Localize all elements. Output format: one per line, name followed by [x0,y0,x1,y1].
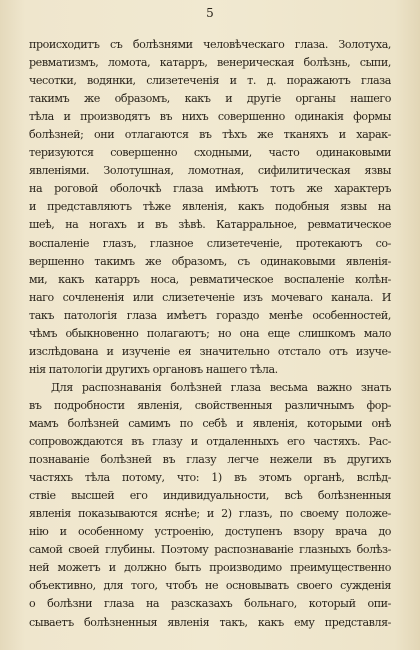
text-line: такъ патологія глаза имѣетъ гораздо менѣе особенностей, [29,308,391,322]
text-line: шеѣ, на ногахъ и въ зѣвѣ. Катарральное, ревматическое [29,218,391,232]
text-line: болѣзней; они отлагаются въ тѣхъ же тканяхъ и харак- [29,128,391,142]
text-line: чесотки, водянки, слизетеченія и т. д. поражаютъ глаза [29,74,391,88]
text-line: о болѣзни глаза на разсказахъ больнаго, который опи- [29,597,391,611]
text-line: вершенно такимъ же образомъ, съ одинаковыми явленія- [29,254,391,268]
text-line: теризуются совершенно сходными, часто одинаковыми [29,146,391,160]
text-line: явленіями. Золотушная, ломотная, сифилитическая язвы [29,164,391,178]
text-line: самой своей глубины. Поэтому распознаваніе глазныхъ болѣз- [29,543,391,557]
text-line: ствіе высшей его индивидуальности, всѣ болѣзненныя [29,489,391,503]
text-line: и представляютъ тѣже явленія, какъ подобныя язвы на [29,200,391,214]
text-line: ней можетъ и должно быть производимо преимущественно [29,561,391,575]
text-line: на роговой оболочкѣ глаза имѣютъ тотъ же характеръ [29,182,391,196]
text-line: объективно, для того, чтобъ не основывать своего сужденія [29,579,391,593]
text-line: воспаленіе глазъ, глазное слизетеченіе, протекаютъ со- [29,236,391,250]
text-line: ревматизмъ, ломота, катарръ, венерическая болѣзнь, сыпи, [29,56,391,70]
text-line: происходитъ съ болѣзнями человѣческаго глаза. Золотуха, [29,38,391,51]
text-line: изслѣдована и изученіе ея значительно отстало отъ изуче- [29,344,391,358]
text-line: Для распознаванія болѣзней глаза весьма важно знать [51,380,391,394]
text-line: познаваніе болѣзней въ глазу легче нежели въ другихъ [29,453,391,467]
text-line: въ подробности явленія, свойственныя различнымъ фор- [29,398,391,412]
text-line: сываетъ болѣзненныя явленія такъ, какъ ему представля- [29,615,391,629]
text-line: сопровождаются въ глазу и отдаленныхъ его частяхъ. Рас- [29,435,391,449]
text-line: такимъ же образомъ, какъ и другіе органы нашего [29,92,391,106]
text-line: ми, какъ катарръ носа, ревматическое воспаленіе колѣн- [29,272,391,286]
text-line: наго сочлененія или слизетеченіе изъ мочеваго канала. И [29,290,391,304]
paragraph-1 [29,36,391,379]
text-line: мамъ болѣзней самимъ по себѣ и явленія, которыми онѣ [29,416,391,430]
paragraph-2 [29,379,391,632]
text-line: чѣмъ обыкновенно полагаютъ; но она еще слишкомъ мало [29,326,391,340]
page-number: 5 [206,6,214,20]
text-line: нія патологіи другихъ органовъ нашего тѣла. [29,362,278,376]
body-text [29,36,391,632]
text-line: тѣла и производятъ въ нихъ совершенно одинакія формы [29,110,391,124]
text-line: нію и особенному устроенію, доступенъ взору врача до [29,525,391,539]
text-line: частяхъ тѣла потому, что: 1) въ этомъ органѣ, вслѣд- [29,471,391,485]
text-line: явленія показываются яснѣе; и 2) глазъ, по своему положе- [29,507,391,521]
